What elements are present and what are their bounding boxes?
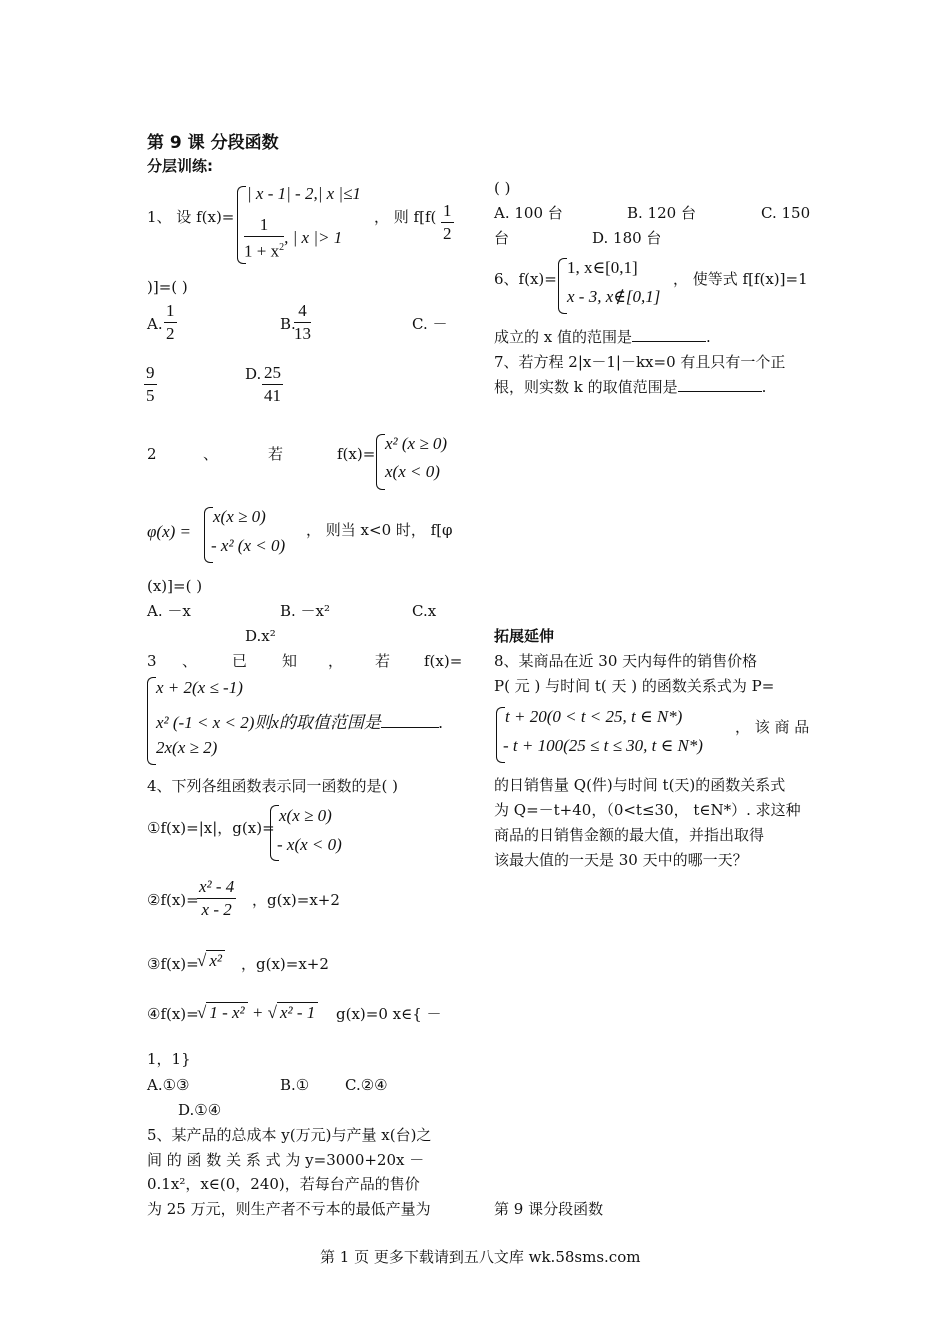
q4-option-d: D.①④: [178, 1101, 222, 1119]
q2-phi-tail: ， 则当 x<0 时， f[φ: [306, 521, 453, 539]
q2-ruo: 若: [268, 445, 284, 463]
q6-tail: ， 使等式 f[f(x)]=1: [673, 270, 808, 288]
q8-case1: t + 20(0 < t < 25, t ∈ N*): [505, 707, 683, 726]
q1-option-a-value: $\frac{1}{2}$: [166, 301, 175, 343]
q4-item4-formula: √ 1 - x² + √ x² - 1: [197, 1002, 318, 1023]
q3-word: ，: [328, 652, 344, 670]
q2-f-brace: [376, 434, 385, 490]
page-title: 第 9 课 分段函数: [147, 133, 279, 153]
q8-line: 的日销售量 Q(件)与时间 t(天)的函数关系式: [494, 776, 786, 794]
q2-f-case2: x(x < 0): [385, 462, 440, 481]
q1-option-d-label: D.: [245, 365, 262, 383]
q4-item3-tail: ，g(x)=x+2: [241, 955, 329, 973]
q1-case2: $\frac{1}{1 + x^2}$ , | x |> 1: [244, 215, 343, 261]
q1-option-a-label: A.: [147, 315, 163, 333]
q3-brace: [147, 677, 156, 765]
q8-line: 8、某商品在近 30 天内每件的销售价格: [494, 652, 758, 670]
q4-item4-tail: g(x)=0 x∈{ －: [336, 1005, 442, 1023]
q8-mid-tail: ， 该 商 品: [735, 718, 810, 736]
q4-item3-prefix: ③f(x)=: [147, 955, 199, 973]
q1-option-c-value: $\frac{9}{5}$: [146, 363, 155, 405]
q3-word: 已: [232, 652, 248, 670]
q8-line: P( 元 ) 与时间 t( 天 ) 的函数关系式为 P=: [494, 677, 775, 695]
q4-item3-radical: √ x²: [197, 950, 225, 971]
q2-sep: 、: [203, 445, 219, 463]
q4-item4-tail2: 1，1}: [147, 1050, 191, 1068]
q3-word: 若: [375, 652, 391, 670]
q5-answer-bracket: ( ): [494, 179, 511, 197]
q5-line: 0.1x²，x∈(0，240)，若每台产品的售价: [147, 1175, 420, 1193]
q6-brace: [558, 258, 567, 314]
q5-option-c: C. 150: [761, 204, 811, 222]
q1-option-b-value: $\frac{4}{13}$: [294, 301, 311, 343]
q2-tail: (x)]=( ): [147, 577, 203, 595]
q4-item2-prefix: ②f(x)=: [147, 891, 199, 909]
q4-item1-case1: x(x ≥ 0): [279, 806, 332, 825]
q8-case2: - t + 100(25 ≤ t ≤ 30, t ∈ N*): [503, 736, 703, 755]
q2-f-case1: x² (x ≥ 0): [385, 434, 448, 453]
q3-case2: x² (-1 < x < 2)则x的取值范围是 .: [156, 713, 444, 732]
q5-option-d: D. 180 台: [592, 229, 662, 247]
page-footer: 第 1 页 更多下载请到五八文库 wk.58sms.com: [320, 1248, 641, 1266]
q3-word: 知: [282, 652, 298, 670]
q1-case1: | x - 1| - 2,| x |≤1: [247, 184, 361, 203]
q5-line: 5、某产品的总成本 y(万元)与产量 x(台)之: [147, 1126, 432, 1144]
q2-f-prefix: f(x)=: [337, 445, 376, 463]
q6-prefix: 6、f(x)=: [494, 270, 557, 288]
q4-item2-fraction: $\frac{\text{x² - 4}}{x - 2}$: [199, 877, 235, 919]
q6-line2: 成立的 x 值的范围是 .: [494, 328, 711, 346]
q8-line: 商品的日销售金额的最大值，并指出取得: [494, 826, 765, 844]
q5-option-c-unit: 台: [494, 229, 510, 247]
q2-phi-case2: - x² (x < 0): [211, 536, 286, 555]
q7-line1: 7、若方程 2|x－1|－kx=0 有且只有一个正: [494, 353, 786, 371]
q3-case1: x + 2(x ≤ -1): [156, 678, 243, 697]
q2-option-d: D.x²: [245, 627, 276, 645]
q2-option-a: A. －x: [147, 602, 191, 620]
q3-number: 3: [147, 652, 157, 670]
q5-option-b: B. 120 台: [627, 204, 696, 222]
q1-arg-fraction: $\frac{1}{2}$: [443, 201, 452, 243]
q3-word: 、: [182, 652, 198, 670]
q4-item1-case2: - x(x < 0): [277, 835, 342, 854]
extension-heading: 拓展延伸: [494, 627, 555, 645]
q8-line: 为 Q=－t+40，（0<t≤30， t∈N*）. 求这种: [494, 801, 801, 819]
q1-case2-fraction: $\frac{1}{1 + x^2}$: [244, 215, 285, 261]
q5-option-a: A. 100 台: [494, 204, 563, 222]
q1-option-d-value: $\frac{25}{41}$: [264, 363, 281, 405]
q2-phi-case1: x(x ≥ 0): [213, 507, 266, 526]
q3-case3: 2x(x ≥ 2): [156, 738, 218, 757]
q5-line: 间 的 函 数 关 系 式 为 y=3000+20x －: [147, 1151, 425, 1169]
q4-item2-tail: ，g(x)=x+2: [252, 891, 340, 909]
q1-middle: ， 则 f[f(: [374, 208, 437, 226]
q8-line: 该最大值的一天是 30 天中的哪一天？: [494, 851, 748, 869]
section-subtitle: 分层训练:: [147, 157, 213, 175]
q1-prefix: 1、 设 f(x)=: [147, 208, 235, 226]
q2-number: 2: [147, 445, 157, 463]
q4-option-a: A.①③: [147, 1076, 190, 1094]
q4-option-b: B.①: [280, 1076, 310, 1094]
q6-case2: x - 3, x∉[0,1]: [567, 287, 661, 306]
q3-f-prefix: f(x)=: [424, 652, 463, 670]
q2-option-c: C.x: [412, 602, 437, 620]
q6-case1: 1, x∈[0,1]: [567, 258, 638, 277]
q4-item4-prefix: ④f(x)=: [147, 1005, 199, 1023]
q1-option-c-label: C. －: [412, 315, 448, 333]
q4-stem: 4、下列各组函数表示同一函数的是( ): [147, 777, 399, 795]
q2-option-b: B. －x²: [280, 602, 331, 620]
q4-item1-prefix: ①f(x)=|x|，g(x)=: [147, 819, 275, 837]
q5-line: 为 25 万元，则生产者不亏本的最低产量为: [147, 1200, 431, 1218]
q4-option-c: C.②④: [345, 1076, 388, 1094]
q1-tail: )]=( ): [147, 278, 188, 296]
right-column-footer: 第 9 课分段函数: [494, 1200, 604, 1218]
q7-line2: 根，则实数 k 的取值范围是 .: [494, 378, 767, 396]
q1-option-b-label: B.: [280, 315, 296, 333]
q2-phi-prefix: φ(x) =: [147, 522, 191, 541]
